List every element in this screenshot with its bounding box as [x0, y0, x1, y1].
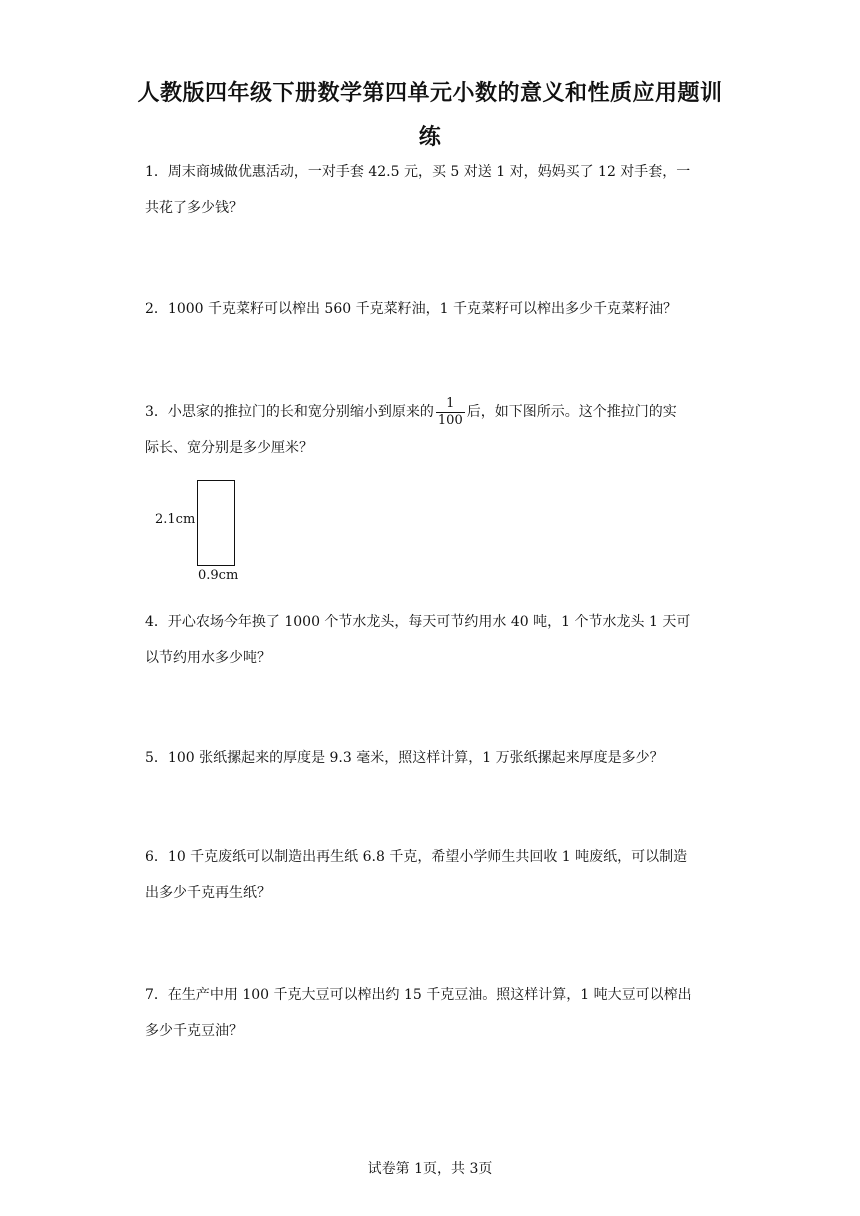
question-4-line-2: 以节约用水多少吨？ [145, 650, 271, 666]
question-1-line-1: 1．周末商城做优惠活动，一对手套 42.5 元，买 5 对送 1 对，妈妈买了 12 对手套，一 [145, 164, 691, 180]
question-3 [145, 394, 725, 466]
question-3-line-1 [145, 394, 725, 430]
question-2-line-1: 2．1000 千克菜籽可以榨出 560 千克菜籽油，1 千克菜籽可以榨出多少千克菜籽油？ [145, 301, 677, 317]
fraction-denominator: 100 [437, 412, 463, 428]
fraction [436, 396, 465, 429]
question-3-line-2: 际长、宽分别是多少厘米？ [145, 440, 313, 456]
door-rectangle [197, 480, 235, 566]
question-1 [145, 154, 725, 226]
page-title-line-1: 人教版四年级下册数学第四单元小数的意义和性质应用题训 [137, 81, 723, 106]
question-3-text-before-fraction: 3．小思家的推拉门的长和宽分别缩小到原来的 [145, 404, 434, 420]
question-3-text-after-fraction: 后，如下图所示。这个推拉门的实 [466, 404, 677, 420]
question-6 [145, 839, 725, 911]
question-7-line-1: 7．在生产中用 100 千克大豆可以榨出约 15 千克豆油。照这样计算，1 吨大豆可以榨出 [145, 987, 692, 1003]
door-height-label: 2.1cm [155, 512, 196, 527]
question-5-line-1: 5．100 张纸摞起来的厚度是 9.3 毫米，照这样计算，1 万张纸摞起来厚度是多少？ [145, 750, 664, 766]
question-6-line-2: 出多少千克再生纸？ [145, 885, 271, 901]
question-6-line-1: 6．10 千克废纸可以制造出再生纸 6.8 千克，希望小学师生共回收 1 吨废纸，可以制造 [145, 849, 688, 865]
fraction-numerator: 1 [436, 396, 465, 413]
page-number-footer: 试卷第 1页，共 3页 [367, 1161, 493, 1177]
page-title-line-2: 练 [418, 125, 442, 150]
question-1-line-2: 共花了多少钱？ [145, 200, 243, 216]
door-width-label: 0.9cm [198, 568, 239, 583]
question-4 [145, 604, 725, 676]
question-7 [145, 977, 725, 1049]
question-7-line-2: 多少千克豆油？ [145, 1023, 243, 1039]
question-4-line-1: 4．开心农场今年换了 1000 个节水龙头，每天可节约用水 40 吨，1 个节水龙头 1 天可 [145, 614, 691, 630]
question-2 [145, 291, 725, 327]
door-figure [145, 470, 255, 590]
question-5 [145, 740, 725, 776]
